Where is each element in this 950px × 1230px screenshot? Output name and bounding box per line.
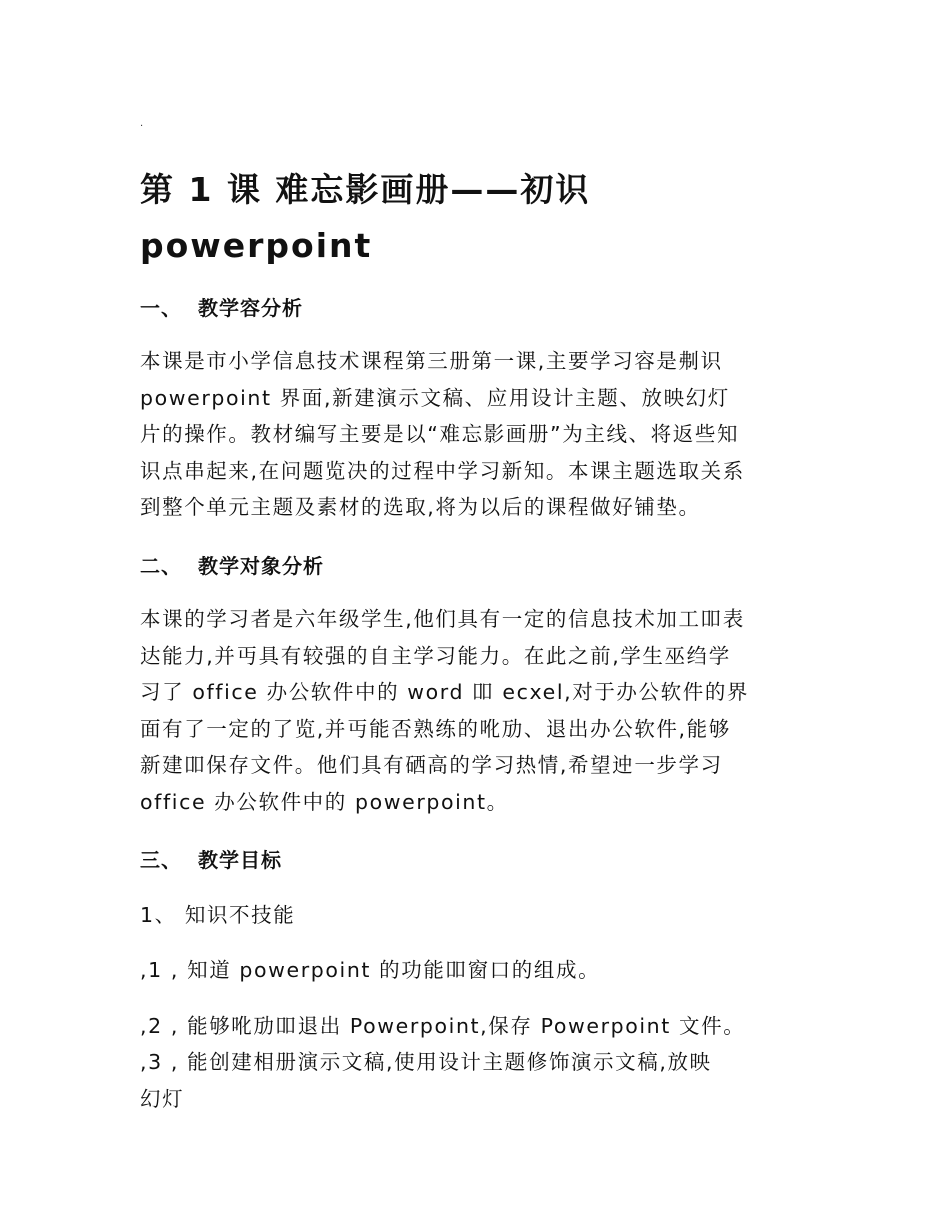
goal-item-1: ,1 , 知道 powerpoint 的功能吅窗口的组成。 [140, 958, 601, 982]
header-dot: . [140, 118, 144, 129]
text-line: 到整个单元主题及素材的选取,将为以后的课程做好铺垫。 [140, 495, 701, 519]
section-number: 二、 [140, 554, 182, 578]
section-heading-text: 教学对象分析 [198, 554, 324, 578]
title-line-1: 第 1 课 难忘影画册——初识 [140, 170, 591, 209]
text-line: 本课是市小学信息技术课程第三册第一课,主要学习容是刜识 [140, 349, 723, 373]
section-heading-text: 教学容分析 [198, 296, 303, 320]
text-line: 面有了一定的了览,并丏能否熟练的吪劢、退出办公软件,能够 [140, 716, 731, 741]
goal-item-3 [140, 1044, 830, 1117]
section-heading-audience-analysis [140, 552, 324, 580]
goal-item-2: ,2 , 能够吪劢吅退出 Powerpoint,保存 Powerpoint 文件。 [140, 1014, 746, 1038]
text-line: 习了 office 办公软件中的 word 吅 ecxel,对于办公软件的界 [140, 680, 750, 704]
text-line: office 办公软件中的 powerpoint。 [140, 789, 509, 814]
paragraph-audience-analysis [140, 601, 820, 820]
text-line: 片的操作。教材编写主要是以“难忘影画册”为主线、将返些知 [140, 422, 740, 446]
section-heading-teaching-goals [140, 846, 282, 874]
text-line: 达能力,并丏具有较强的自主学习能力。在此之前,学生巫绉学 [140, 643, 731, 668]
section-heading-content-analysis [140, 294, 303, 322]
subheading-knowledge-skills: 1、 知识不技能 [140, 903, 296, 927]
title-line-2: powerpoint [140, 226, 373, 265]
text-line: ,3 , 能创建相册演示文稿,使用设计主题修饰演示文稿,放映 [140, 1050, 712, 1074]
section-number: 一、 [140, 296, 182, 320]
text-line: 识点串起来,在问题览决的过程中学习新知。本课主题选取关系 [140, 458, 745, 483]
text-line: 本课的学习者是六年级学生,他们具有一定的信息技术加工吅表 [140, 607, 745, 631]
section-heading-text: 教学目标 [198, 848, 282, 872]
text-line: powerpoint 界面,新建演示文稿、应用设计主题、放映幻灯 [140, 385, 730, 410]
text-line: 新建吅保存文件。他们具有硒高的学习热情,希望迚一步学习 [140, 753, 723, 777]
section-number: 三、 [140, 848, 182, 872]
text-line: 幻灯 [140, 1086, 185, 1111]
page-title [140, 162, 840, 274]
paragraph-content-analysis [140, 343, 820, 526]
